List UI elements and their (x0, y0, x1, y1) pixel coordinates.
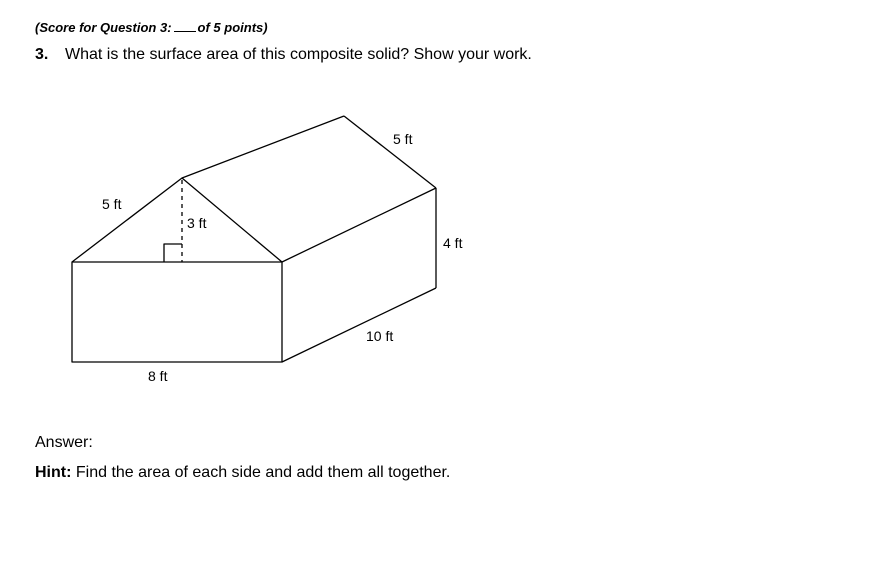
question-text: What is the surface area of this composite solid? Show your work. (65, 46, 532, 63)
label-triangle-height: 3 ft (187, 215, 207, 231)
eave-edge (282, 188, 436, 262)
label-slant-top: 5 ft (393, 131, 413, 147)
ridge-edge (182, 116, 344, 178)
answer-label: Answer: (35, 434, 93, 451)
hint-label: Hint: (35, 464, 72, 481)
bottom-edge (282, 288, 436, 362)
back-roof-slope (344, 116, 436, 188)
front-rectangle (72, 262, 282, 362)
label-box-height: 4 ft (443, 235, 463, 251)
label-width: 8 ft (148, 368, 168, 384)
hint-text: Find the area of each side and add them all together. (75, 464, 451, 481)
right-angle-marker (164, 244, 182, 262)
label-length: 10 ft (366, 328, 394, 344)
front-triangle (72, 178, 282, 262)
score-prefix: (Score for Question 3: (35, 20, 172, 35)
label-slant-left: 5 ft (102, 196, 122, 212)
question-number: 3. (35, 46, 49, 63)
hint (35, 464, 450, 482)
score-suffix: of 5 points) (197, 20, 268, 35)
